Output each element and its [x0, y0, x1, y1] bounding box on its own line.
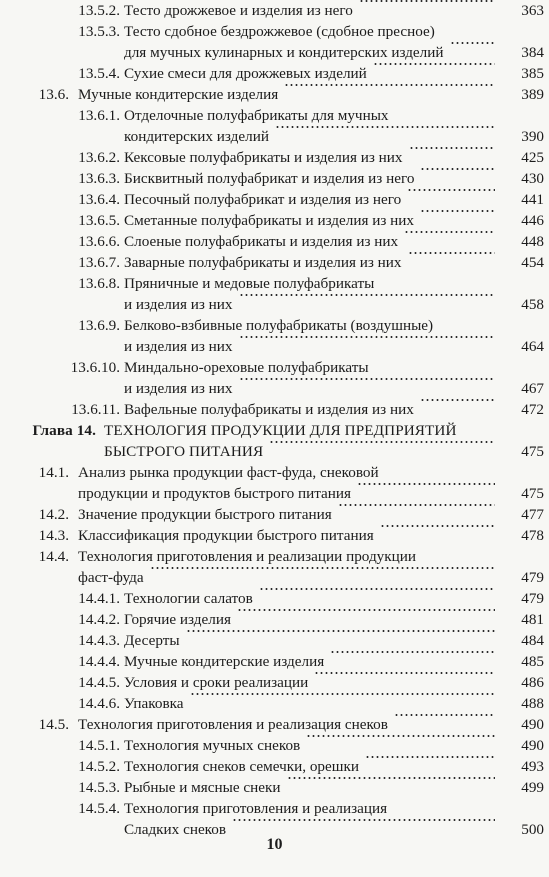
toc-entry-line — [0, 42, 549, 63]
leader-dots — [232, 819, 495, 821]
leader-dots — [380, 525, 495, 527]
toc-page-number: 486 — [521, 674, 544, 691]
toc-entry-title: Пряничные и медовые полуфабрикаты — [124, 275, 375, 292]
toc-entry-line — [0, 735, 549, 756]
toc-entry-line — [0, 63, 549, 84]
toc-entry-line — [0, 252, 549, 273]
toc-entry-title: продукции и продуктов быстрого питания — [78, 485, 352, 502]
toc-entry-line — [0, 273, 549, 294]
toc-entry-title: Технология мучных снеков — [124, 737, 301, 754]
leader-dots — [420, 168, 495, 170]
toc-page-number: 363 — [521, 2, 544, 19]
toc-entry-number: 13.6.5. — [78, 212, 120, 229]
toc-entry-line — [0, 336, 549, 357]
toc-page-number: 454 — [521, 254, 544, 271]
leader-dots — [408, 252, 495, 254]
toc-entry-number: 14.5. — [38, 716, 69, 733]
toc-entry-title: Слоеные полуфабрикаты и изделия из них — [124, 233, 399, 250]
toc-entry-number: 14.1. — [38, 464, 69, 481]
toc-entry-line — [0, 189, 549, 210]
toc-entry-title: Белково-взбивные полуфабрикаты (воздушные) — [124, 317, 434, 334]
leader-dots — [284, 84, 495, 86]
toc-entry-line — [0, 315, 549, 336]
toc-entry-number: 13.6. — [38, 86, 69, 103]
toc-entry-number: 14.2. — [38, 506, 69, 523]
toc-entry-title: БЫСТРОГО ПИТАНИЯ — [104, 443, 264, 460]
toc-entry-title: фаст-фуда — [78, 569, 144, 586]
toc-entry-number: 13.5.4. — [78, 65, 120, 82]
toc-entry-number: 13.6.1. — [78, 107, 120, 124]
toc-page-number: 425 — [521, 149, 544, 166]
leader-dots — [259, 588, 495, 590]
toc-entry-title: Сухие смеси для дрожжевых изделий — [124, 65, 367, 82]
toc-page-number: 490 — [521, 737, 544, 754]
toc-entry-title: Миндально-ореховые полуфабрикаты — [124, 359, 369, 376]
toc-entry-line — [0, 231, 549, 252]
toc-entry-title: Сладких снеков — [124, 821, 227, 838]
toc-entry-title: Десерты — [124, 632, 180, 649]
leader-dots — [150, 567, 495, 569]
toc-entry-line — [0, 504, 549, 525]
toc-entry-number: 14.5.3. — [78, 779, 120, 796]
toc-page-number: 475 — [521, 443, 544, 460]
toc-entry-line — [0, 420, 549, 441]
toc-page-number: 464 — [521, 338, 544, 355]
toc-page-number: 385 — [521, 65, 544, 82]
toc-entry-line — [0, 357, 549, 378]
leader-dots — [269, 441, 495, 443]
toc-entry-line — [0, 609, 549, 630]
toc-entry-number: 14.4.1. — [78, 590, 120, 607]
toc-page-number: 488 — [521, 695, 544, 712]
toc-entry-line — [0, 147, 549, 168]
toc-entry-number: 14.4.2. — [78, 611, 120, 628]
toc-entry-line — [0, 210, 549, 231]
toc-page-number: 481 — [521, 611, 544, 628]
leader-dots — [330, 651, 495, 653]
toc-entry-title: и изделия из них — [124, 338, 233, 355]
toc-page-number: 384 — [521, 44, 544, 61]
toc-entry-number: 14.4.5. — [78, 674, 120, 691]
toc-entry-number: 13.6.9. — [78, 317, 120, 334]
toc-entry-title: Вафельные полуфабрикаты и изделия из них — [124, 401, 414, 418]
leader-dots — [306, 735, 495, 737]
toc-page-number: 500 — [521, 821, 544, 838]
leader-dots — [450, 42, 495, 44]
toc-entry-number: 14.5.2. — [78, 758, 120, 775]
leader-dots — [287, 777, 496, 779]
toc-page-number: 446 — [521, 212, 544, 229]
leader-dots — [186, 630, 495, 632]
toc-entry-number: 14.4.6. — [78, 695, 120, 712]
toc-entry-title: и изделия из них — [124, 296, 233, 313]
toc-page-number: 458 — [521, 296, 544, 313]
page-number: 10 — [266, 836, 283, 853]
toc-entry-title: Условия и сроки реализации — [124, 674, 309, 691]
toc-entry-number: 14.3. — [38, 527, 69, 544]
toc-page-number: 441 — [521, 191, 544, 208]
toc-entry-title: Рыбные и мясные снеки — [124, 779, 281, 796]
toc-page-number: 490 — [521, 716, 544, 733]
toc-entry-title: Мучные кондитерские изделия — [78, 86, 279, 103]
toc-entry-number: Глава 14. — [32, 422, 96, 439]
toc-entry-number: 13.5.3. — [78, 23, 120, 40]
toc-page-number: 475 — [521, 485, 544, 502]
toc-entry-line — [0, 21, 549, 42]
toc-entry-number: 14.4.4. — [78, 653, 120, 670]
leader-dots — [407, 189, 495, 191]
toc-entry-number: 13.6.11. — [71, 401, 120, 418]
toc-entry-number: 13.6.8. — [78, 275, 120, 292]
toc-entry-line — [0, 567, 549, 588]
toc-entry-line — [0, 0, 549, 21]
leader-dots — [420, 210, 495, 212]
toc-entry-line — [0, 378, 549, 399]
leader-dots — [275, 126, 495, 128]
leader-dots — [190, 693, 495, 695]
toc-entry-number: 13.6.2. — [78, 149, 120, 166]
toc-entry-number: 13.6.6. — [78, 233, 120, 250]
leader-dots — [239, 294, 495, 296]
toc-page-number: 430 — [521, 170, 544, 187]
toc-entry-title: кондитерских изделий — [124, 128, 269, 145]
toc-entry-title: Тесто сдобное бездрожжевое (сдобное пресное) — [124, 23, 435, 40]
toc-entry-number: 13.6.3. — [78, 170, 120, 187]
toc-entry-line — [0, 294, 549, 315]
toc-page-number: 479 — [521, 569, 544, 586]
toc-entry-number: 13.5.2. — [78, 2, 120, 19]
toc-entry-title: Технология приготовления и реализация снеков — [78, 716, 388, 733]
leader-dots — [359, 0, 495, 2]
toc-page-number: 479 — [521, 590, 544, 607]
toc-entry-number: 14.5.1. — [78, 737, 120, 754]
toc-entry-line — [0, 777, 549, 798]
toc-page-number: 478 — [521, 527, 544, 544]
leader-dots — [404, 231, 495, 233]
leader-dots — [365, 756, 495, 758]
toc-page-number: 493 — [521, 758, 544, 775]
leader-dots — [409, 147, 495, 149]
toc-page-number: 390 — [521, 128, 544, 145]
toc-entry-title: Сметанные полуфабрикаты и изделия из них — [124, 212, 415, 229]
toc-entry-line — [0, 168, 549, 189]
toc-entry-title: Заварные полуфабрикаты и изделия из них — [124, 254, 402, 271]
toc-entry-title: Технология приготовления и реализации продукции — [78, 548, 417, 565]
toc-entry-number: 14.5.4. — [78, 800, 120, 817]
toc-entry-number: 13.6.7. — [78, 254, 120, 271]
toc-entry-line — [0, 672, 549, 693]
toc-entry-title: Анализ рынка продукции фаст-фуда, снековой — [78, 464, 379, 481]
leader-dots — [239, 336, 495, 338]
toc-entry-title: и изделия из них — [124, 380, 233, 397]
toc-entry-title: Песочный полуфабрикат и изделия из него — [124, 191, 402, 208]
toc-entry-title: Упаковка — [124, 695, 184, 712]
toc-entry-line — [0, 105, 549, 126]
toc-entry-title: Отделочные полуфабрикаты для мучных — [124, 107, 389, 124]
toc-entry-title: для мучных кулинарных и кондитерских изделий — [124, 44, 444, 61]
toc-entry-line — [0, 588, 549, 609]
leader-dots — [239, 378, 495, 380]
leader-dots — [338, 504, 495, 506]
toc-page-number: 467 — [521, 380, 544, 397]
toc-entry-line — [0, 651, 549, 672]
toc-entry-title: Технологии салатов — [124, 590, 253, 607]
toc-entry-title: Технология приготовления и реализация — [124, 800, 388, 817]
toc-entry-line — [0, 714, 549, 735]
leader-dots — [314, 672, 495, 674]
toc-entry-line — [0, 441, 549, 462]
toc-page-number: 484 — [521, 632, 544, 649]
toc-entry-number: 14.4. — [38, 548, 69, 565]
toc-page-number: 477 — [521, 506, 544, 523]
toc-entry-line — [0, 525, 549, 546]
leader-dots — [420, 399, 495, 401]
toc-entry-number: 13.6.10. — [70, 359, 120, 376]
toc-entry-title: Значение продукции быстрого питания — [78, 506, 332, 523]
toc-entry-line — [0, 126, 549, 147]
toc-entry-title: Бисквитный полуфабрикат и изделия из него — [124, 170, 415, 187]
toc-entry-title: Технология снеков семечки, орешки — [124, 758, 359, 775]
toc-entry-line — [0, 483, 549, 504]
toc-entry-number: 14.4.3. — [78, 632, 120, 649]
leader-dots — [237, 609, 495, 611]
toc-entry-number: 13.6.4. — [78, 191, 120, 208]
toc-page-number: 389 — [521, 86, 544, 103]
toc-page-number: 485 — [521, 653, 544, 670]
toc-entry-line — [0, 756, 549, 777]
toc-entry-line — [0, 630, 549, 651]
toc-page-number: 448 — [521, 233, 544, 250]
toc-entry-line — [0, 399, 549, 420]
toc-entry-title: Тесто дрожжевое и изделия из него — [124, 2, 353, 19]
toc-entry-line — [0, 546, 549, 567]
leader-dots — [357, 483, 495, 485]
toc-entry-line — [0, 462, 549, 483]
toc-entry-title: Классификация продукции быстрого питания — [78, 527, 374, 544]
leader-dots — [394, 714, 495, 716]
toc-entry-line — [0, 84, 549, 105]
toc-entry-title: ТЕХНОЛОГИЯ ПРОДУКЦИИ ДЛЯ ПРЕДПРИЯТИЙ — [104, 422, 457, 439]
toc-page-number: 499 — [521, 779, 544, 796]
toc-entry-title: Кексовые полуфабрикаты и изделия из них — [124, 149, 403, 166]
toc-entry-title: Горячие изделия — [124, 611, 231, 628]
toc-page-number: 472 — [521, 401, 544, 418]
toc-entry-title: Мучные кондитерские изделия — [124, 653, 325, 670]
toc-entry-line — [0, 798, 549, 819]
toc-entry-line — [0, 693, 549, 714]
leader-dots — [373, 63, 495, 65]
